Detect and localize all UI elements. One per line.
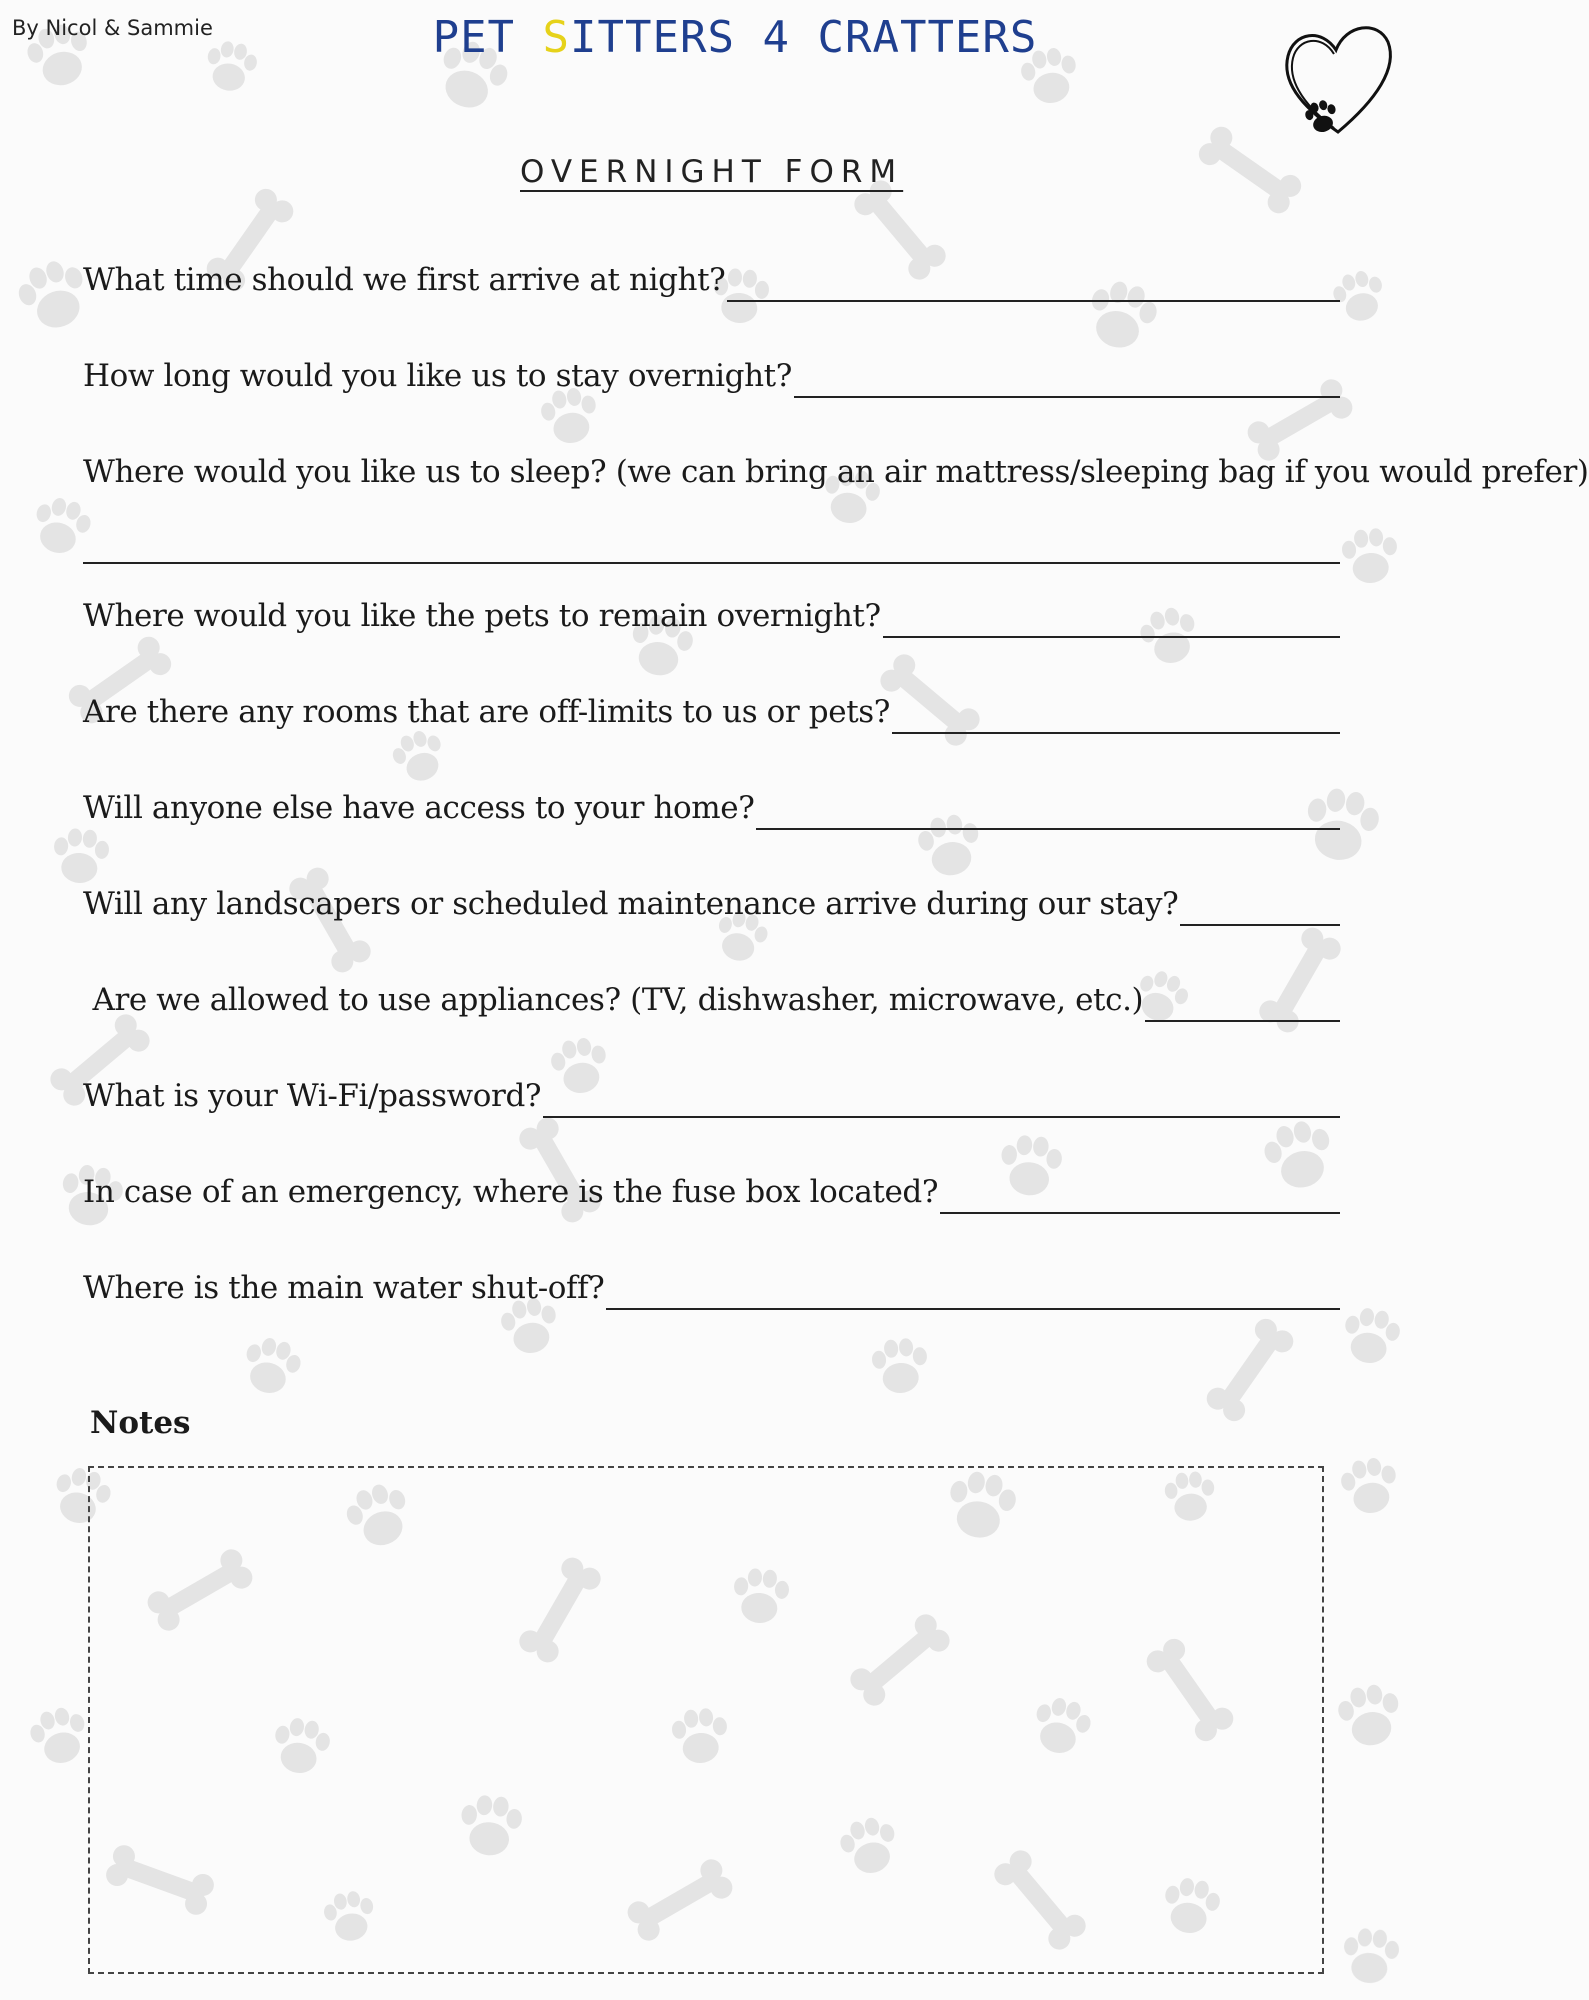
- answer-line[interactable]: [727, 300, 1340, 302]
- answer-line[interactable]: [940, 1212, 1340, 1214]
- question-label: What time should we first arrive at night?: [83, 262, 726, 298]
- question-appliances: [83, 978, 1340, 1024]
- brand-a-critter: A: [872, 12, 900, 63]
- notes-box[interactable]: [88, 1466, 1324, 1974]
- brand-s-snake: S: [542, 12, 571, 63]
- answer-line[interactable]: [892, 732, 1340, 734]
- question-label: How long would you like us to stay overnight?: [83, 358, 792, 394]
- question-label: Will any landscapers or scheduled maintenance arrive during our stay?: [83, 886, 1179, 922]
- brand-logo-text: [350, 12, 1120, 63]
- question-label: Where would you like us to sleep? (we can bring an air mattress/sleeping bag if you would prefer): [83, 454, 1589, 490]
- answer-line[interactable]: [1145, 1020, 1340, 1022]
- answer-line[interactable]: [1180, 924, 1340, 926]
- answer-line[interactable]: [883, 636, 1340, 638]
- brand-text-part3: TTERS: [899, 12, 1038, 63]
- brand-text-part1: PET: [432, 12, 543, 63]
- question-pets-overnight: [83, 594, 1340, 640]
- question-fuse-box: [83, 1170, 1340, 1216]
- question-arrival-time: [83, 258, 1340, 304]
- question-label: Are we allowed to use appliances? (TV, dishwasher, microwave, etc.): [83, 982, 1144, 1018]
- question-water-shutoff: [83, 1266, 1340, 1312]
- question-off-limits-rooms: [83, 690, 1340, 736]
- question-label: Will anyone else have access to your home?: [83, 790, 755, 826]
- heart-paw-icon: [1278, 14, 1400, 144]
- brand-text-part2: ITTERS 4 CR: [570, 12, 873, 63]
- question-wifi: [83, 1074, 1340, 1120]
- question-label: What is your Wi-Fi/password?: [83, 1078, 542, 1114]
- question-stay-length: [83, 354, 1340, 400]
- question-home-access: [83, 786, 1340, 832]
- answer-line[interactable]: [794, 396, 1340, 398]
- question-maintenance: [83, 882, 1340, 928]
- question-label: Where would you like the pets to remain overnight?: [83, 598, 881, 634]
- answer-line[interactable]: [606, 1308, 1340, 1310]
- answer-line[interactable]: [83, 562, 1340, 564]
- question-sleep-location: [83, 450, 1589, 496]
- form-title: OVERNIGHT FORM: [520, 154, 904, 190]
- question-label: Where is the main water shut-off?: [83, 1270, 605, 1306]
- question-label: In case of an emergency, where is the fuse box located?: [83, 1174, 939, 1210]
- answer-line[interactable]: [543, 1116, 1340, 1118]
- author-credit: By Nicol & Sammie: [12, 16, 213, 40]
- notes-label: Notes: [90, 1405, 191, 1441]
- answer-line[interactable]: [756, 828, 1340, 830]
- question-label: Are there any rooms that are off-limits to us or pets?: [83, 694, 890, 730]
